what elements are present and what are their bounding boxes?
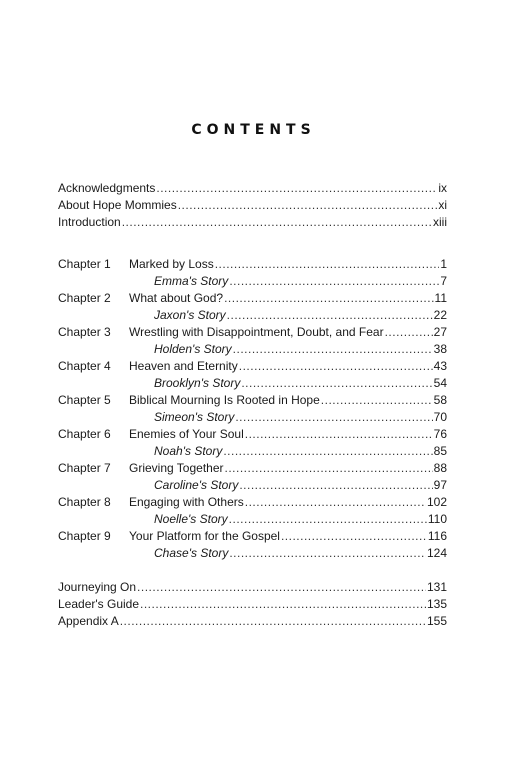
story-title: Emma's Story bbox=[154, 274, 229, 288]
dot-leader bbox=[156, 180, 437, 197]
dot-leader bbox=[227, 307, 433, 324]
story-row bbox=[58, 545, 447, 562]
dot-leader bbox=[224, 290, 433, 307]
story-title: Noelle's Story bbox=[154, 512, 228, 526]
page-number: xi bbox=[438, 198, 447, 212]
dot-leader bbox=[235, 409, 432, 426]
chapter-number: Chapter 6 bbox=[58, 427, 111, 441]
chapter-row bbox=[58, 426, 447, 443]
page-number: 58 bbox=[433, 393, 447, 407]
page-number: 116 bbox=[427, 529, 447, 543]
chapter-number: Chapter 7 bbox=[58, 461, 111, 475]
dot-leader bbox=[321, 392, 433, 409]
dot-leader bbox=[215, 256, 440, 273]
dot-leader bbox=[229, 273, 439, 290]
page-number: 102 bbox=[426, 495, 447, 509]
dot-leader bbox=[239, 358, 433, 375]
page-number: 70 bbox=[433, 410, 447, 424]
toc-entry bbox=[58, 579, 447, 596]
dot-leader bbox=[229, 545, 426, 562]
page-title: CONTENTS bbox=[191, 122, 316, 138]
dot-leader bbox=[223, 443, 432, 460]
chapter-row bbox=[58, 256, 447, 273]
dot-leader bbox=[122, 214, 432, 231]
chapter-number: Chapter 4 bbox=[58, 359, 111, 373]
page-number: 97 bbox=[433, 478, 447, 492]
dot-leader bbox=[178, 197, 438, 214]
chapter-row bbox=[58, 494, 447, 511]
dot-leader bbox=[225, 460, 433, 477]
chapter-row bbox=[58, 324, 447, 341]
chapter-title: Heaven and Eternity bbox=[129, 359, 238, 373]
page-number: ix bbox=[438, 181, 447, 195]
dot-leader bbox=[229, 511, 427, 528]
chapter-title: Engaging with Others bbox=[129, 495, 244, 509]
toc-entry bbox=[58, 180, 447, 197]
toc-entry bbox=[58, 613, 447, 630]
entry-label: Journeying On bbox=[58, 580, 137, 594]
chapter-number: Chapter 2 bbox=[58, 291, 111, 305]
chapter-title: What about God? bbox=[129, 291, 224, 305]
page-number: 54 bbox=[433, 376, 447, 390]
story-title: Brooklyn's Story bbox=[154, 376, 241, 390]
page-number: 27 bbox=[433, 325, 447, 339]
chapter-title: Marked by Loss bbox=[129, 257, 214, 271]
toc-entry bbox=[58, 214, 447, 231]
story-row bbox=[58, 307, 447, 324]
story-row bbox=[58, 409, 447, 426]
page-number: 85 bbox=[433, 444, 447, 458]
chapter-title: Enemies of Your Soul bbox=[129, 427, 244, 441]
entry-label: Acknowledgments bbox=[58, 181, 156, 195]
story-title: Chase's Story bbox=[154, 546, 229, 560]
chapter-row bbox=[58, 290, 447, 307]
page-number: 76 bbox=[433, 427, 447, 441]
story-row bbox=[58, 511, 447, 528]
chapter-title: Your Platform for the Gospel bbox=[129, 529, 280, 543]
chapter-number: Chapter 1 bbox=[58, 257, 111, 271]
chapter-row bbox=[58, 392, 447, 409]
story-row bbox=[58, 477, 447, 494]
chapter-row bbox=[58, 358, 447, 375]
page-number: 11 bbox=[434, 291, 447, 305]
page-number: 22 bbox=[433, 308, 447, 322]
story-title: Simeon's Story bbox=[154, 410, 235, 424]
chapter-number: Chapter 5 bbox=[58, 393, 111, 407]
dot-leader bbox=[137, 579, 426, 596]
chapter-title: Wrestling with Disappointment, Doubt, and Fear bbox=[129, 325, 384, 339]
dot-leader bbox=[241, 375, 432, 392]
page-number: 135 bbox=[426, 597, 447, 611]
page-number: 88 bbox=[433, 461, 447, 475]
dot-leader bbox=[140, 596, 426, 613]
chapter-number: Chapter 8 bbox=[58, 495, 111, 509]
entry-label: Appendix A bbox=[58, 614, 119, 628]
dot-leader bbox=[245, 426, 433, 443]
chapter-number: Chapter 9 bbox=[58, 529, 111, 543]
story-title: Caroline's Story bbox=[154, 478, 239, 492]
entry-label: Leader's Guide bbox=[58, 597, 140, 611]
entry-label: Introduction bbox=[58, 215, 121, 229]
chapter-row bbox=[58, 460, 447, 477]
story-row bbox=[58, 273, 447, 290]
toc-entry bbox=[58, 596, 447, 613]
chapter-row bbox=[58, 528, 447, 545]
story-row bbox=[58, 341, 447, 358]
page-number: 1 bbox=[440, 257, 447, 271]
story-title: Holden's Story bbox=[154, 342, 232, 356]
entry-label: About Hope Mommies bbox=[58, 198, 177, 212]
dot-leader bbox=[233, 341, 433, 358]
page-number: 124 bbox=[426, 546, 447, 560]
page-number: 43 bbox=[433, 359, 447, 373]
page-number: xiii bbox=[433, 215, 447, 229]
chapter-number: Chapter 3 bbox=[58, 325, 111, 339]
story-title: Jaxon's Story bbox=[154, 308, 226, 322]
page-number: 155 bbox=[426, 614, 447, 628]
dot-leader bbox=[239, 477, 432, 494]
chapter-title: Biblical Mourning Is Rooted in Hope bbox=[129, 393, 320, 407]
dot-leader bbox=[385, 324, 433, 341]
dot-leader bbox=[245, 494, 426, 511]
page-number: 7 bbox=[440, 274, 447, 288]
toc-entry bbox=[58, 197, 447, 214]
page-number: 110 bbox=[427, 512, 447, 526]
story-title: Noah's Story bbox=[154, 444, 223, 458]
dot-leader bbox=[281, 528, 427, 545]
dot-leader bbox=[120, 613, 426, 630]
page-number: 131 bbox=[426, 580, 447, 594]
chapter-title: Grieving Together bbox=[129, 461, 224, 475]
story-row bbox=[58, 443, 447, 460]
story-row bbox=[58, 375, 447, 392]
page-number: 38 bbox=[433, 342, 447, 356]
